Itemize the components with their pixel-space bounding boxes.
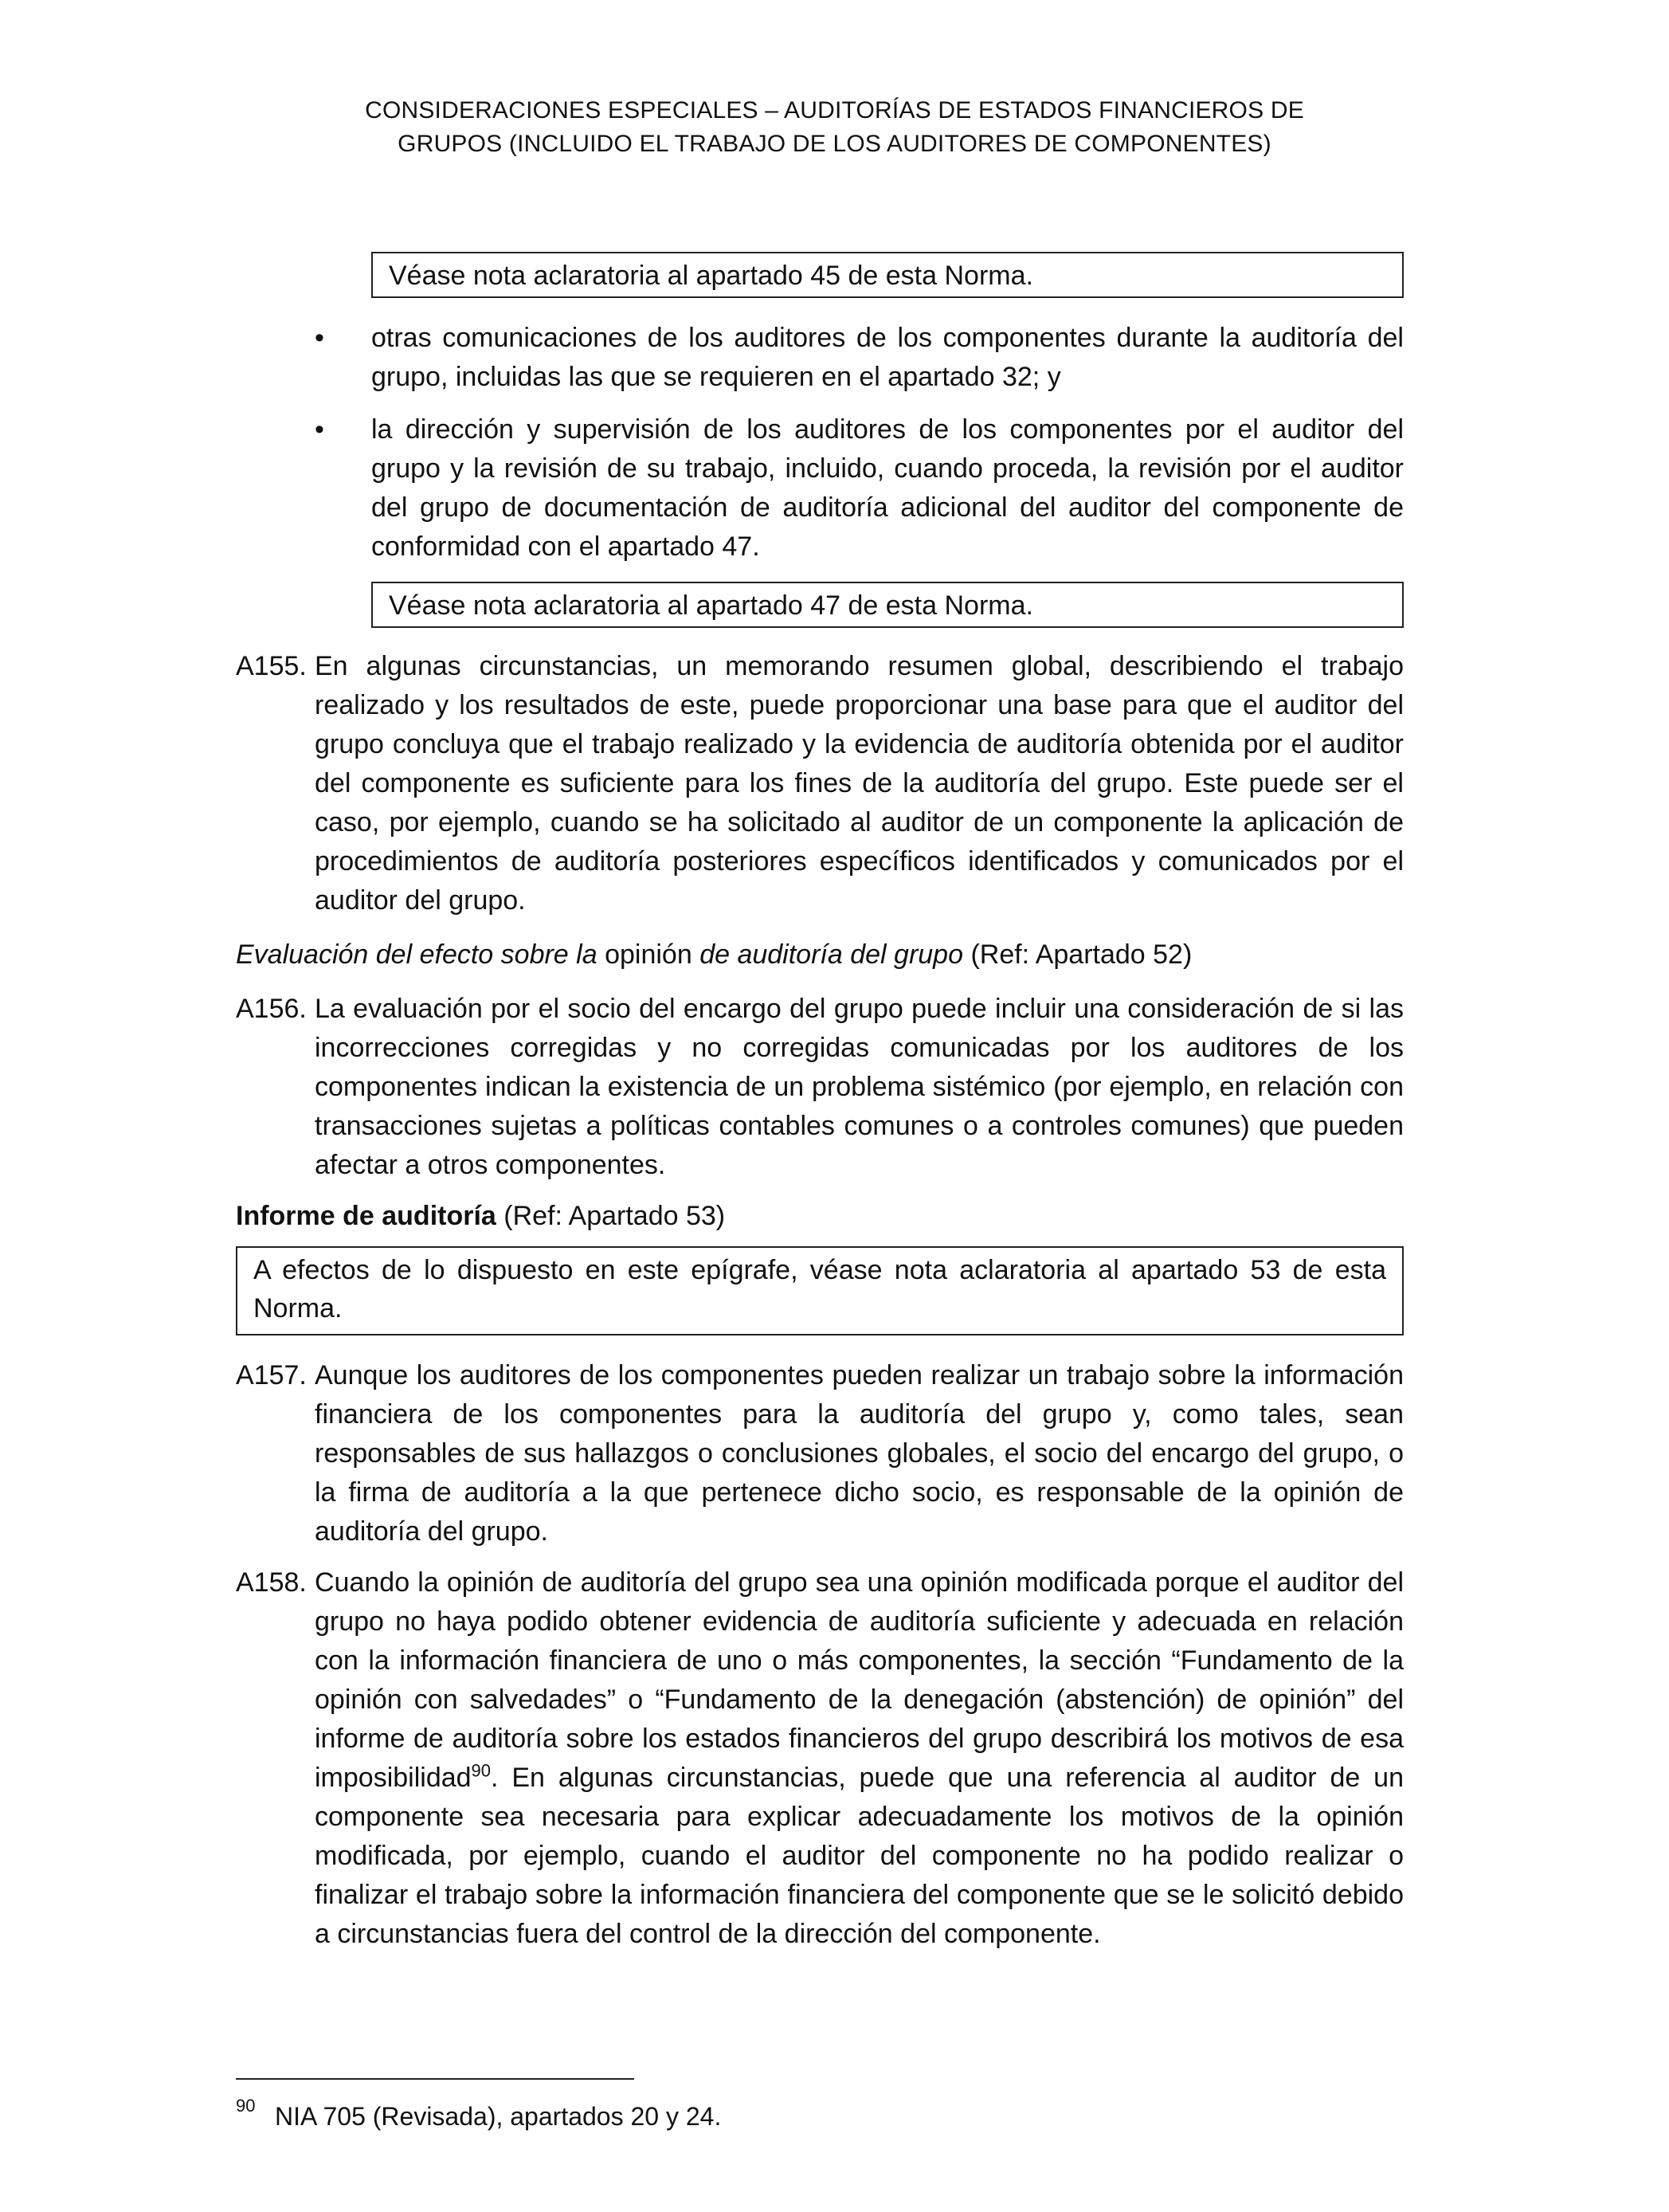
heading-part: Evaluación del efecto sobre la	[236, 939, 597, 970]
note-box-45: Véase nota aclaratoria al apartado 45 de esta Norma.	[371, 252, 1404, 298]
section-heading-evaluation	[236, 935, 1192, 975]
heading-ref: (Ref: Apartado 53)	[503, 1201, 726, 1231]
note-box-53: A efectos de lo dispuesto en este epígrafe, véase nota aclaratoria al apartado 53 de esta Norma.	[236, 1246, 1404, 1335]
bullet-marker: •	[315, 414, 324, 445]
section-heading-report	[236, 1197, 725, 1236]
paragraph-number: A156.	[236, 994, 307, 1024]
heading-part: de auditoría del grupo	[699, 939, 963, 970]
paragraph-number: A157.	[236, 1360, 307, 1390]
header-line-1: CONSIDERACIONES ESPECIALES – AUDITORÍAS DE ESTADOS FINANCIEROS DE	[365, 97, 1304, 124]
footnote-text: NIA 705 (Revisada), apartados 20 y 24.	[275, 2102, 722, 2131]
heading-ref: (Ref: Apartado 52)	[970, 939, 1193, 970]
paragraph-text: Cuando la opinión de auditoría del grupo sea una opinión modificada porque el auditor del grupo no haya podido obtener evidencia de auditoría suficiente y adecuada en relación con la información financiera de uno o más componentes, la sección “Fundamento de la opinión con salvedades” o “Fundamento de la denegación (abstención) de opinión” del informe de auditoría sobre los estados financieros del grupo describirá los motivos de esa imposibilidad	[315, 1567, 1404, 1793]
paragraph-a155: En algunas circunstancias, un memorando resumen global, describiendo el trabajo realizado y los resultados de este, puede proporcionar una base para que el auditor del grupo concluya que el trabajo realizado y la evidencia de auditoría obtenida por el auditor del componente es suficiente para los fines de la auditoría del grupo. Este puede ser el caso, por ejemplo, cuando se ha solicitado al auditor de un componente la aplicación de procedimientos de auditoría posteriores específicos identificados y comunicados por el auditor del grupo.	[315, 651, 1404, 916]
footnote-number: 90	[236, 2096, 256, 2116]
heading-bold: Informe de auditoría	[236, 1201, 496, 1231]
paragraph-number: A158.	[236, 1567, 307, 1598]
header-line-2: GRUPOS (INCLUIDO EL TRABAJO DE LOS AUDITORES DE COMPONENTES)	[398, 131, 1271, 157]
paragraph-number: A155.	[236, 651, 307, 681]
note-box-47: Véase nota aclaratoria al apartado 47 de esta Norma.	[371, 582, 1404, 628]
bullet-item-direction: la dirección y supervisión de los auditores de los componentes por el auditor del grupo y la revisión de su trabajo, incluido, cuando proceda, la revisión por el auditor del grupo de documentación de auditoría adicional del auditor del componente de conformidad con el apartado 47.	[371, 414, 1404, 562]
paragraph-text: . En algunas circunstancias, puede que una referencia al auditor de un componente sea necesaria para explicar adecuadamente los motivos de la opinión modificada, por ejemplo, cuando el auditor del componente no ha podido realizar o finalizar el trabajo sobre la información financiera del componente que se le solicitó debido a circunstancias fuera del control de la dirección del componente.	[315, 1763, 1404, 1949]
bullet-item-communications: otras comunicaciones de los auditores de los componentes durante la auditoría del grupo, incluidas las que se requieren en el apartado 32; y	[371, 323, 1404, 392]
footnote-reference: 90	[471, 1760, 492, 1781]
paragraph-a157: Aunque los auditores de los componentes pueden realizar un trabajo sobre la información financiera de los componentes para la auditoría del grupo y, como tales, sean responsables de sus hallazgos o conclusiones globales, el socio del encargo del grupo, o la firma de auditoría a la que pertenece dicho socio, es responsable de la opinión de auditoría del grupo.	[315, 1360, 1404, 1547]
paragraph-a158	[315, 1563, 1404, 1954]
paragraph-a156: La evaluación por el socio del encargo del grupo puede incluir una consideración de si las incorrecciones corregidas y no corregidas comunicadas por los auditores de los componentes indican la existencia de un problema sistémico (por ejemplo, en relación con transacciones sujetas a políticas contables comunes o a controles comunes) que pueden afectar a otros componentes.	[315, 994, 1404, 1180]
bullet-marker: •	[315, 323, 324, 353]
heading-part: opinión	[605, 939, 692, 970]
running-header	[0, 94, 1669, 161]
footnote-divider	[236, 2078, 634, 2080]
